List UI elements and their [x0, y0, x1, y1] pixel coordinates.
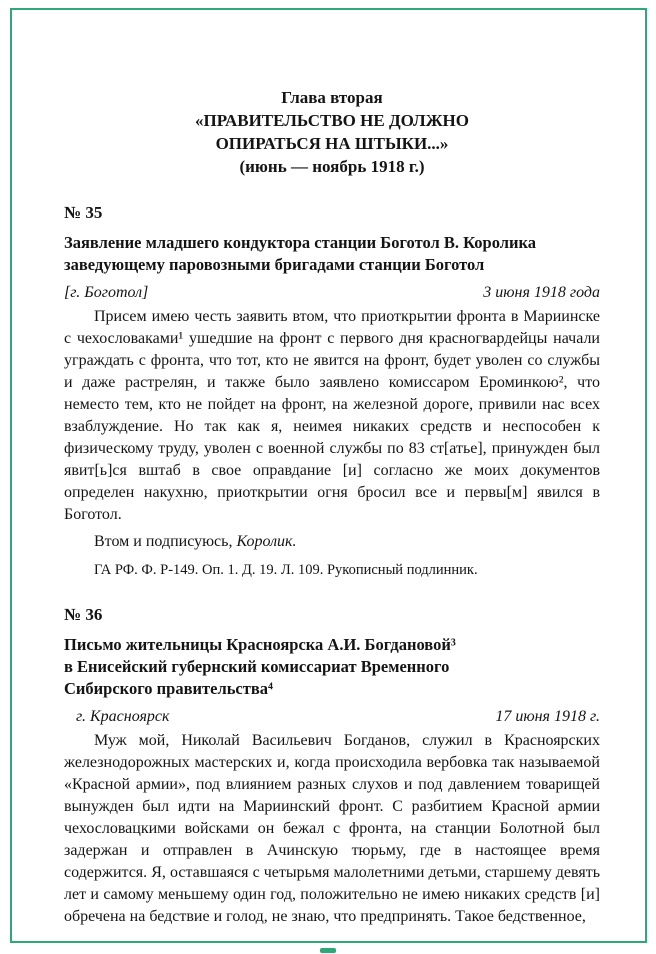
place-label: [г. Боготол]: [64, 284, 149, 301]
document-body: Присем имею честь заявить втом, что приоткрытии фронта в Мариинске с чехословаками¹ ушедшие на фронт с первого дня красногвардейцы начали уграждать с фронта, что тот, кто не явится на фронт, будет уволен со службы и даже растрелян, и также было заявлено комиссаром Ероминкою², что неместо тем, кто не пойдет на фронт, на железной дороге, привили нас всех взаблуждение. Но так как я, неимея никаких средств и неспособен к физическому труду, уволен с военной службы по 83 ст[атье], принужден был явит[ь]ся вштаб в свое оправдание [и] согласно же моих документов определен накухню, приоткрытии огня бросил все и первы[м] явился в Боготол.: [64, 308, 600, 523]
document-35: [64, 202, 600, 580]
bottom-page-mark: [320, 948, 336, 953]
document-body: Муж мой, Николай Васильевич Богданов, служил в Красноярских железнодорожных мастерских и, когда происходила вербовка так называемой «Красной армии», под влиянием разных слухов и под давлением товарищей вынужден был идти на Мариинский фронт. С разбитием Красной армии чехословацкими войсками он бежал с фронта, на станции Болотной был задержан и отправлен в Ачинскую тюрьму, где в настоящее время содержится. Я, оставшаяся с четырьмя малолетними детьми, старшему девять лет и самому меньшему один год, положительно не имею никаких средств [и] обречена на бедствие и голод, не знаю, что предпринять. Такое бедственное,: [64, 732, 600, 925]
signature-name: Королик.: [236, 533, 297, 550]
document-number: № 36: [64, 605, 103, 624]
document-title-line: Письмо жительницы Красноярска А.И. Богдановой³: [64, 635, 456, 654]
chapter-heading: [64, 0, 600, 178]
document-number: № 35: [64, 203, 103, 222]
chapter-line: (июнь — ноябрь 1918 г.): [239, 157, 425, 176]
document-title-line: Сибирского правительства⁴: [64, 679, 273, 698]
chapter-line: «ПРАВИТЕЛЬСТВО НЕ ДОЛЖНО: [195, 111, 469, 130]
signature-prefix: Втом и подписуюсь,: [94, 533, 233, 550]
document-title-line: Заявление младшего кондуктора станции Боготол В. Королика: [64, 233, 536, 252]
signature-line: [64, 531, 600, 553]
chapter-line: Глава вторая: [281, 88, 383, 107]
page-content: [64, 0, 600, 928]
dateline: [64, 706, 600, 728]
document-title: [64, 232, 600, 276]
date-label: 17 июня 1918 г.: [495, 708, 600, 725]
document-title-line: заведующему паровозными бригадами станции Боготол: [64, 255, 485, 274]
date-label: 3 июня 1918 года: [483, 284, 600, 301]
archive-reference: ГА РФ. Ф. Р-149. Оп. 1. Д. 19. Л. 109. Рукописный подлинник.: [94, 562, 478, 578]
place-label: г. Красноярск: [76, 708, 170, 725]
document-title: [64, 634, 600, 700]
document-36: [64, 604, 600, 928]
chapter-line: ОПИРАТЬСЯ НА ШТЫКИ...»: [215, 134, 449, 153]
dateline: [64, 282, 600, 304]
document-title-line: в Енисейский губернский комиссариат Временного: [64, 657, 450, 676]
